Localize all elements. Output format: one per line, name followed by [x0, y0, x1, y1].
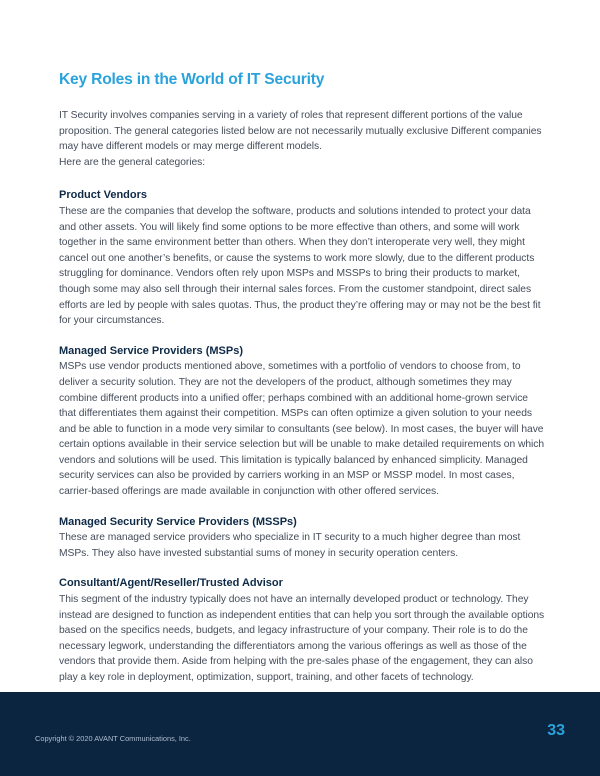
section-body: MSPs use vendor products mentioned above, sometimes with a portfolio of vendors to choose from, to deliver a security solution. They are not the developers of the product, although sometimes they may combine different products into a unified offer; perhaps combined with an additional home-grown service that differentiates them against their competition. MSPs can often optimize a given solution to your needs and be able to function in a mode very similar to consultants (see below). In most cases, the buyer will have certain options available in their service selection but will be unable to make detailed requirements on which vendors and solutions will be used. This limitation is typically balanced by enhanced simplicity. Managed security services can also be provided by carriers working in an MSP or MSSP model. In most cases, carrier-based offerings are made available in conjunction with other offered services. [59, 361, 545, 498]
section-heading: Consultant/Agent/Reseller/Trusted Advisor [59, 577, 283, 590]
section-heading: Managed Service Providers (MSPs) [59, 344, 244, 357]
copyright-notice: Copyright © 2020 AVANT Communications, Inc. [35, 734, 191, 743]
page-title: Key Roles in the World of IT Security [59, 71, 325, 88]
intro [59, 108, 545, 170]
intro-lead-in: Here are the general categories: [59, 156, 206, 168]
section-product-vendors [59, 188, 545, 328]
section-consultants [59, 576, 545, 685]
section-heading: Product Vendors [59, 189, 148, 202]
section-body: This segment of the industry typically does not have an internally developed product or technology. They instead are designed to function as independent entities that can help you sort through the available options based on the specifics needs, budgets, and legacy infrastructure of your company. Their role is to do the necessary legwork, understanding the differentiators among the various offerings as well as those of the vendors that provide them. Aside from helping with the pre-sales phase of the engagement, they can also play a key role in deployment, optimization, support, training, and other facets of technology. [59, 594, 545, 683]
page-footer [0, 692, 600, 776]
section-body: These are managed service providers who specialize in IT security to a much higher degree than most MSPs. They also have invested substantial sums of money in security operation centers. [59, 532, 521, 559]
section-mssps [59, 515, 545, 562]
section-heading: Managed Security Service Providers (MSSPs) [59, 515, 297, 528]
section-body: These are the companies that develop the software, products and solutions intended to protect your data and other assets. You will likely find some options to be more effective than others, and some will work together in the same environment better than others. When they don’t interoperate very well, they might cancel out one another’s benefits, or cause the systems to work more slowly, due to the different products struggling for dominance. Vendors often rely upon MSPs and MSSPs to bring their products to market, though some may also sell through their internal sales forces. From the customer standpoint, direct sales efforts are led by people with sales quotas. Thus, the product they’re offering may or may not be the best fit for your circumstances. [59, 205, 541, 327]
section-msps [59, 344, 545, 500]
page-number: 33 [547, 722, 565, 739]
page-content [59, 70, 545, 701]
intro-paragraph: IT Security involves companies serving in a variety of roles that represent different portions of the value proposition. The general categories listed below are not necessarily mutually exclusive Different companies may have different models or may merge different models. [59, 110, 542, 153]
